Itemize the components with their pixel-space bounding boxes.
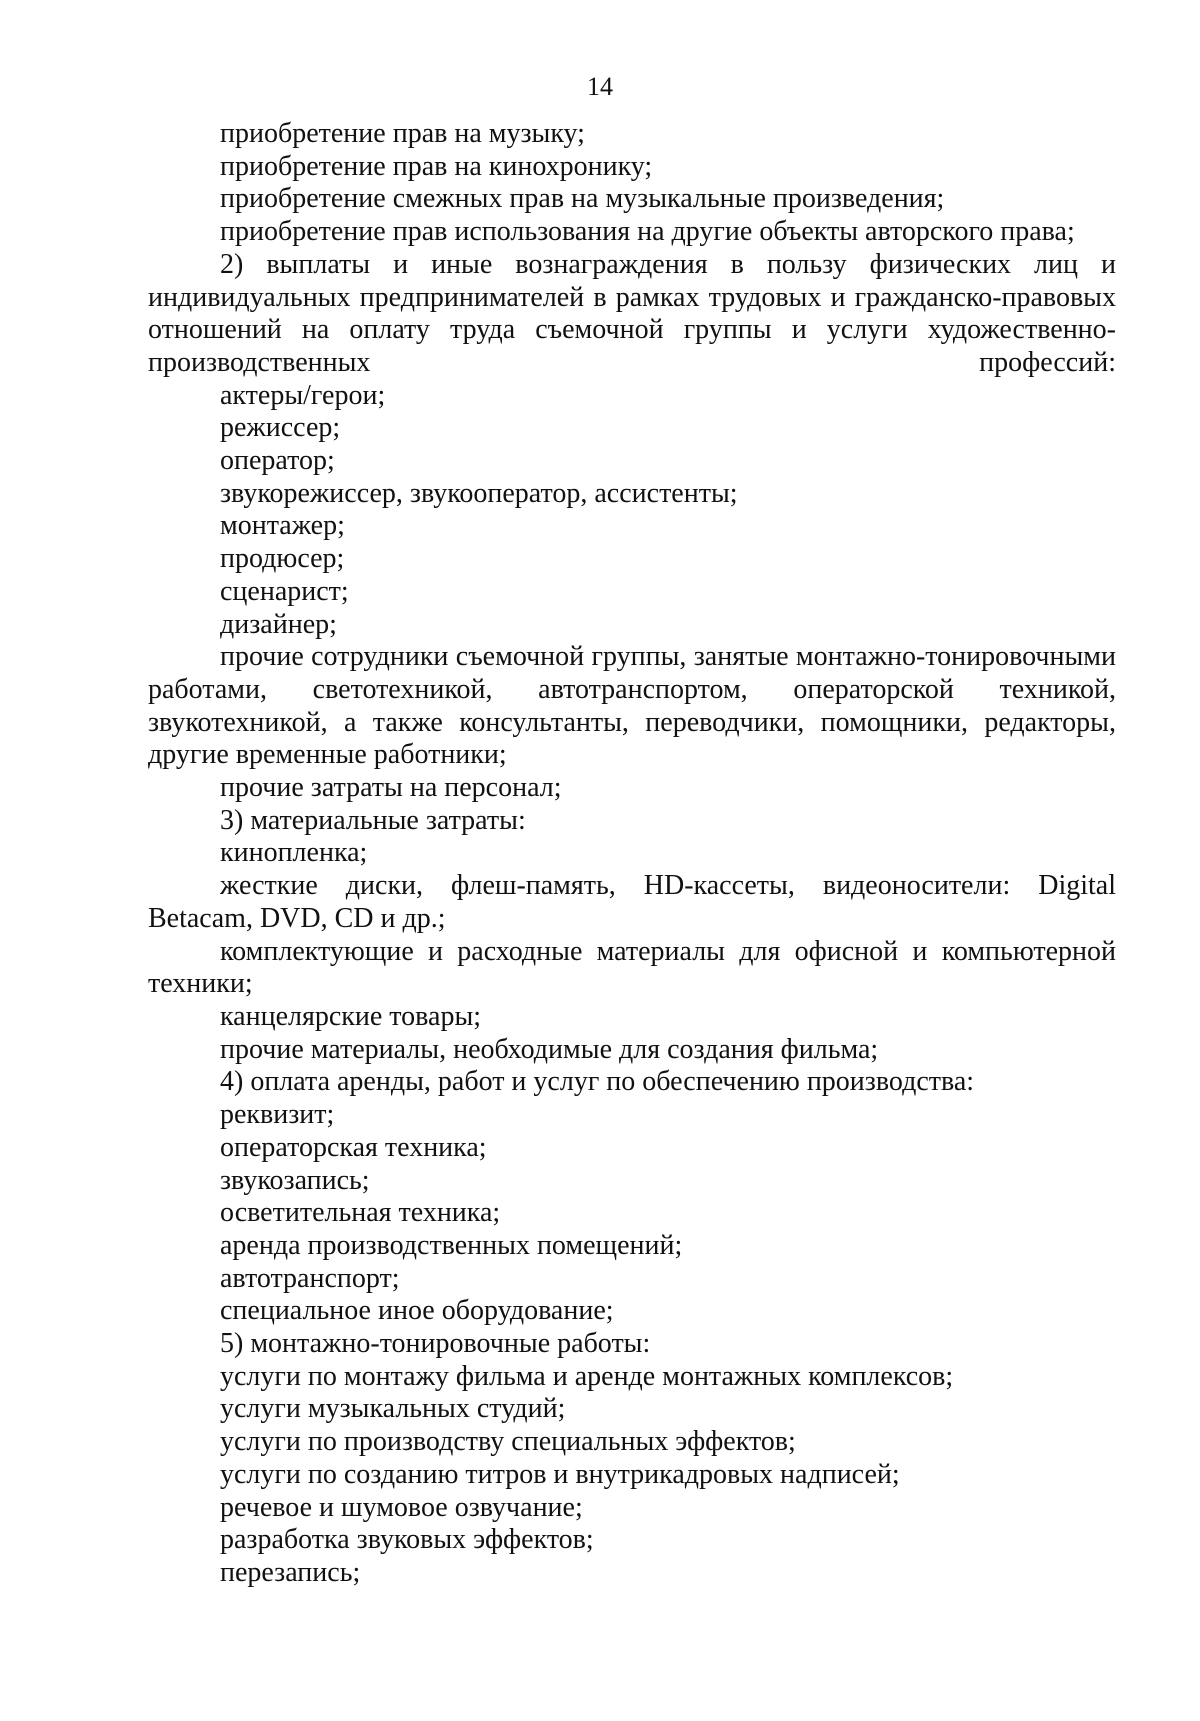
section-heading-2: 2) выплаты и иные вознаграждения в пользу физических лиц и индивидуальных предпринимателей в рамках трудовых и гражданско-правовых отношений на оплату труда съемочной группы и услуги художественно-производственных профессий: [148,248,1116,378]
list-item: прочие материалы, необходимые для создания фильма; [220,1033,879,1065]
page-number: 14 [587,72,613,101]
list-item: автотранспорт; [220,1262,400,1294]
list-item: услуги по созданию титров и внутрикадровых надписей; [220,1458,900,1490]
list-item: услуги по монтажу фильма и аренде монтажных комплексов; [220,1360,954,1392]
list-item: разработка звуковых эффектов; [220,1524,594,1556]
list-item: аренда производственных помещений; [220,1229,683,1261]
list-item: оператор; [220,445,335,477]
list-item: комплектующие и расходные материалы для офисной и компьютерной техники; [148,935,1116,1000]
list-item: перезапись; [220,1556,361,1588]
list-item: специальное иное оборудование; [220,1295,614,1327]
list-item: жесткие диски, флеш-память, HD-кассеты, видеоносители: Digital Betacam, DVD, CD и др.; [148,870,1116,934]
list-item: сценарист; [220,575,349,607]
list-item: речевое и шумовое озвучание; [220,1491,583,1523]
list-item: монтажер; [220,510,345,542]
list-item: приобретение смежных прав на музыкальные произведения; [220,183,945,215]
list-item: звукозапись; [220,1164,370,1196]
list-item: приобретение прав на кинохронику; [220,150,653,182]
document-body [148,118,1116,1590]
list-item: приобретение прав на музыку; [220,118,585,149]
list-item: режиссер; [220,412,341,444]
list-item: дизайнер; [220,608,337,640]
list-item: прочие сотрудники съемочной группы, занятые монтажно-тонировочными работами, светотехникой, автотранспортом, операторской техникой, звукотехникой, а также консультанты, переводчики, помощники, редакторы, другие временные работники; [148,641,1116,771]
list-item: осветительная техника; [220,1197,501,1229]
list-item: продюсер; [220,543,345,575]
list-item: кинопленка; [220,837,368,869]
list-item: прочие затраты на персонал; [220,772,562,804]
section-heading-4: 4) оплата аренды, работ и услуг по обеспечению производства: [220,1066,975,1098]
list-item: операторская техника; [220,1131,487,1163]
list-item: реквизит; [220,1099,335,1131]
list-item: канцелярские товары; [220,1000,482,1032]
section-heading-5: 5) монтажно-тонировочные работы: [220,1328,651,1360]
list-item: актеры/герои; [220,379,386,411]
list-item: звукорежиссер, звукооператор, ассистенты; [220,477,738,509]
section-heading-3: 3) материальные затраты: [220,804,526,836]
list-item: услуги по производству специальных эффектов; [220,1426,796,1458]
list-item: приобретение прав использования на другие объекты авторского права; [220,216,1075,248]
list-item: услуги музыкальных студий; [220,1393,566,1425]
